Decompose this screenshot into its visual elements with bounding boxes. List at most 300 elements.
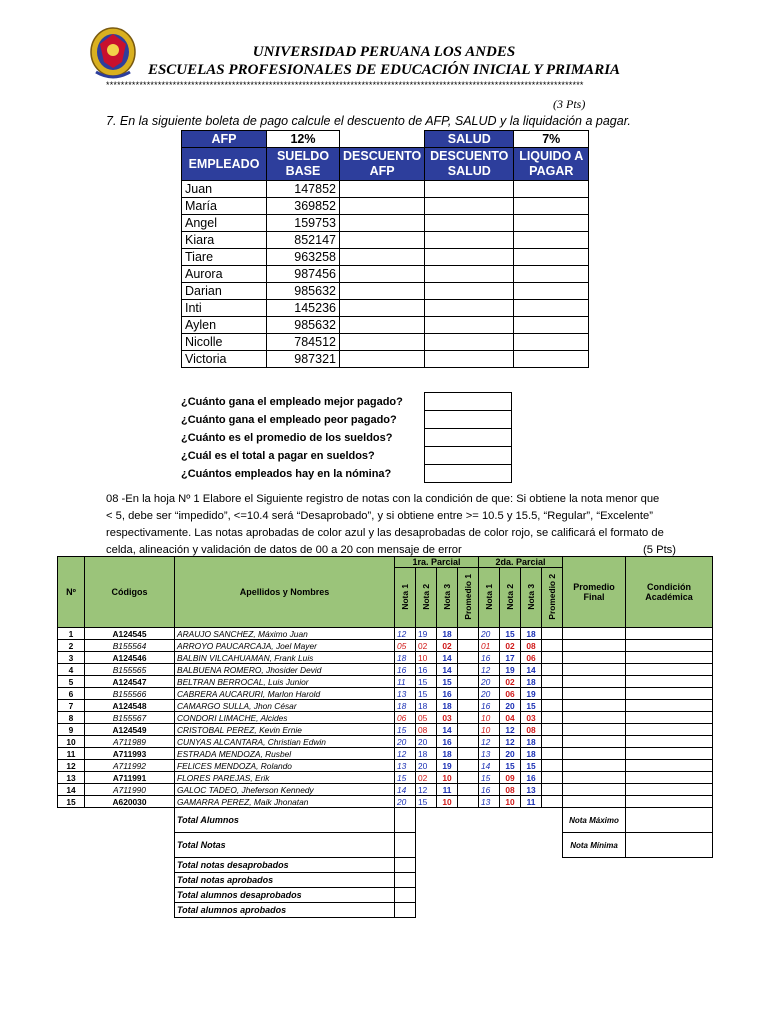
- student-code: A124548: [85, 700, 175, 712]
- grade-p2-nota2[interactable]: 19: [500, 664, 521, 676]
- promedio1-cell[interactable]: [458, 712, 479, 724]
- answer-cell[interactable]: [425, 429, 512, 447]
- grade-p1-nota1[interactable]: 12: [395, 628, 416, 640]
- total-label: Total Notas: [175, 833, 395, 858]
- grade-p2-nota2[interactable]: 12: [500, 736, 521, 748]
- desc-afp-cell[interactable]: [340, 300, 425, 317]
- grade-p2-nota3[interactable]: 08: [521, 724, 542, 736]
- grade-p2-nota1[interactable]: 13: [479, 796, 500, 808]
- grade-p2-nota3[interactable]: 06: [521, 652, 542, 664]
- grade-p1-nota1[interactable]: 12: [395, 748, 416, 760]
- promedio2-cell[interactable]: [542, 676, 563, 688]
- grades-table: [57, 556, 713, 918]
- question-row: [181, 411, 512, 429]
- grade-p1-nota2[interactable]: 05: [416, 712, 437, 724]
- condition-cell[interactable]: [626, 664, 713, 676]
- desc-salud-cell[interactable]: [425, 249, 514, 266]
- grade-p1-nota1[interactable]: 14: [395, 784, 416, 796]
- promedio1-cell[interactable]: [458, 796, 479, 808]
- total-cell[interactable]: [395, 903, 416, 918]
- student-number: 11: [58, 748, 85, 760]
- payroll-row: [182, 283, 589, 300]
- total-row: [58, 808, 713, 833]
- grade-p1-nota3[interactable]: 02: [437, 640, 458, 652]
- student-number: 3: [58, 652, 85, 664]
- promedio2-cell[interactable]: [542, 796, 563, 808]
- promedio1-cell[interactable]: [458, 760, 479, 772]
- question-text: ¿Cuánto gana el empleado mejor pagado?: [181, 395, 403, 408]
- question-row: [181, 393, 512, 411]
- student-code: A620030: [85, 796, 175, 808]
- nota-minima-cell[interactable]: [626, 833, 713, 858]
- desc-afp-cell[interactable]: [340, 334, 425, 351]
- student-name: CABRERA AUCARURI, Marlon Harold: [175, 688, 395, 700]
- grade-p1-nota3[interactable]: 03: [437, 712, 458, 724]
- grade-p1-nota2[interactable]: 15: [416, 796, 437, 808]
- grade-p1-nota1[interactable]: 15: [395, 772, 416, 784]
- promedio2-cell[interactable]: [542, 760, 563, 772]
- final-cell[interactable]: [563, 676, 626, 688]
- condition-cell[interactable]: [626, 772, 713, 784]
- grade-p1-nota2[interactable]: 20: [416, 736, 437, 748]
- student-number: 7: [58, 700, 85, 712]
- condition-cell[interactable]: [626, 760, 713, 772]
- col-nota3-p1: Nota 3: [442, 583, 452, 610]
- liquido-cell[interactable]: [514, 249, 589, 266]
- condition-cell[interactable]: [626, 796, 713, 808]
- grade-p1-nota3[interactable]: 15: [437, 676, 458, 688]
- payroll-row: [182, 351, 589, 368]
- student-number: 6: [58, 688, 85, 700]
- final-cell[interactable]: [563, 748, 626, 760]
- promedio1-cell[interactable]: [458, 784, 479, 796]
- grade-p2-nota1[interactable]: 12: [479, 664, 500, 676]
- grade-p2-nota1[interactable]: 16: [479, 652, 500, 664]
- grade-p1-nota2[interactable]: 15: [416, 688, 437, 700]
- student-number: 14: [58, 784, 85, 796]
- liquido-cell[interactable]: [514, 232, 589, 249]
- afp-rate: 12%: [267, 131, 340, 148]
- condition-cell[interactable]: [626, 736, 713, 748]
- grade-p2-nota1[interactable]: 20: [479, 628, 500, 640]
- question-8-body: 08 -En la hoja Nº 1 Elabore el Siguiente registro de notas con la condición de que: Si obtiene la nota menor que < 5, debe ser “impedido”, <=10.4 será “Desaprobado”, y si obtiene entre >= 10.5 y 15.5, “Regular”, “Excelente” respectivamente. Las notas aprobadas de color azul y las desaprobadas de color rojo, se calificará el formato de celda, alineación y validación de datos de 00 a 20 con mensaje de error: [106, 493, 664, 556]
- payroll-row: [182, 232, 589, 249]
- condition-cell[interactable]: [626, 652, 713, 664]
- grade-p1-nota3[interactable]: 10: [437, 772, 458, 784]
- student-code: B155566: [85, 688, 175, 700]
- grade-p2-nota1[interactable]: 20: [479, 676, 500, 688]
- desc-afp-cell[interactable]: [340, 181, 425, 198]
- student-number: 1: [58, 628, 85, 640]
- desc-afp-cell[interactable]: [340, 215, 425, 232]
- nota-maximo-cell[interactable]: [626, 808, 713, 833]
- grade-p1-nota1[interactable]: 18: [395, 700, 416, 712]
- grade-p1-nota2[interactable]: 19: [416, 628, 437, 640]
- total-row: [58, 873, 713, 888]
- question-8-text: [106, 491, 676, 559]
- question-row: [181, 465, 512, 483]
- student-name: BALBUENA ROMERO, Jhosider Devid: [175, 664, 395, 676]
- promedio2-cell[interactable]: [542, 724, 563, 736]
- liquido-cell[interactable]: [514, 317, 589, 334]
- final-cell[interactable]: [563, 724, 626, 736]
- student-code: A711990: [85, 784, 175, 796]
- final-cell[interactable]: [563, 784, 626, 796]
- condition-cell[interactable]: [626, 712, 713, 724]
- student-code: A711989: [85, 736, 175, 748]
- student-row: [58, 688, 713, 700]
- payroll-row: [182, 198, 589, 215]
- desc-salud-cell[interactable]: [425, 283, 514, 300]
- student-number: 15: [58, 796, 85, 808]
- student-name: FLORES PAREJAS, Erik: [175, 772, 395, 784]
- grade-p1-nota2[interactable]: 18: [416, 748, 437, 760]
- student-row: [58, 712, 713, 724]
- liquido-cell[interactable]: [514, 198, 589, 215]
- student-number: 5: [58, 676, 85, 688]
- grade-p1-nota3[interactable]: 18: [437, 748, 458, 760]
- grade-p1-nota3[interactable]: 18: [437, 700, 458, 712]
- desc-salud-cell[interactable]: [425, 198, 514, 215]
- condition-cell[interactable]: [626, 676, 713, 688]
- employee-salary: 159753: [267, 215, 340, 232]
- university-title: UNIVERSIDAD PERUANA LOS ANDES: [252, 44, 516, 60]
- condition-cell[interactable]: [626, 784, 713, 796]
- nota-maximo-label: Nota Máximo: [563, 808, 626, 833]
- desc-afp-cell[interactable]: [340, 266, 425, 283]
- final-cell[interactable]: [563, 640, 626, 652]
- promedio1-cell[interactable]: [458, 700, 479, 712]
- liquido-cell[interactable]: [514, 283, 589, 300]
- grade-p2-nota2[interactable]: 15: [500, 760, 521, 772]
- promedio1-cell[interactable]: [458, 664, 479, 676]
- student-name: ESTRADA MENDOZA, Rusbel: [175, 748, 395, 760]
- grade-p2-nota3[interactable]: 18: [521, 748, 542, 760]
- promedio1-cell[interactable]: [458, 676, 479, 688]
- col-empleado: EMPLEADO: [182, 148, 267, 181]
- grade-p1-nota3[interactable]: 14: [437, 652, 458, 664]
- grade-p2-nota1[interactable]: 14: [479, 760, 500, 772]
- grade-p2-nota3[interactable]: 19: [521, 688, 542, 700]
- question-text: ¿Cuánto gana el empleado peor pagado?: [181, 413, 397, 426]
- grade-p1-nota1[interactable]: 11: [395, 676, 416, 688]
- grade-p1-nota1[interactable]: 20: [395, 736, 416, 748]
- grade-p2-nota3[interactable]: 13: [521, 784, 542, 796]
- grade-p1-nota2[interactable]: 20: [416, 760, 437, 772]
- employee-salary: 852147: [267, 232, 340, 249]
- payroll-row: [182, 215, 589, 232]
- desc-salud-cell[interactable]: [425, 317, 514, 334]
- liquido-cell[interactable]: [514, 351, 589, 368]
- grade-p1-nota3[interactable]: 16: [437, 688, 458, 700]
- col-final: Promedio Final: [563, 557, 626, 628]
- final-cell[interactable]: [563, 664, 626, 676]
- grade-p2-nota1[interactable]: 12: [479, 736, 500, 748]
- nota-minima-label: Nota Mínima: [563, 833, 626, 858]
- col-nota2-p2: Nota 2: [505, 583, 515, 610]
- student-code: A711992: [85, 760, 175, 772]
- employee-name: Victoria: [182, 351, 267, 368]
- promedio2-cell[interactable]: [542, 748, 563, 760]
- col-parcial1: [395, 557, 479, 568]
- promedio2-cell[interactable]: [542, 628, 563, 640]
- student-name: ARROYO PAUCARCAJA, Joel Mayer: [175, 640, 395, 652]
- col-nota3-p2: Nota 3: [526, 583, 536, 610]
- grade-p2-nota2[interactable]: 02: [500, 640, 521, 652]
- grade-p2-nota1[interactable]: 01: [479, 640, 500, 652]
- grade-p2-nota1[interactable]: 10: [479, 724, 500, 736]
- col-desc-salud: DESCUENTO SALUD: [425, 148, 514, 181]
- total-row: [58, 903, 713, 918]
- grade-p1-nota2[interactable]: 18: [416, 700, 437, 712]
- grade-p1-nota1[interactable]: 06: [395, 712, 416, 724]
- desc-salud-cell[interactable]: [425, 351, 514, 368]
- grade-p1-nota2[interactable]: 08: [416, 724, 437, 736]
- desc-salud-cell[interactable]: [425, 334, 514, 351]
- col-condition: Condición Académica: [626, 557, 713, 628]
- desc-salud-cell[interactable]: [425, 300, 514, 317]
- student-name: ARAUJO SANCHEZ, Máximo Juan: [175, 628, 395, 640]
- desc-salud-cell[interactable]: [425, 232, 514, 249]
- question-7-text: 7. En la siguiente boleta de pago calcule el descuento de AFP, SALUD y la liquidación a pagar.: [106, 114, 631, 128]
- grade-p1-nota2[interactable]: 12: [416, 784, 437, 796]
- grade-p2-nota2[interactable]: 15: [500, 628, 521, 640]
- grade-p2-nota2[interactable]: 09: [500, 772, 521, 784]
- grade-p2-nota2[interactable]: 20: [500, 700, 521, 712]
- promedio2-cell[interactable]: [542, 736, 563, 748]
- student-name: BELTRAN BERROCAL, Luis Junior: [175, 676, 395, 688]
- grade-p1-nota1[interactable]: 13: [395, 688, 416, 700]
- final-cell[interactable]: [563, 736, 626, 748]
- answer-cell[interactable]: [425, 411, 512, 429]
- payroll-table: [181, 130, 589, 368]
- grade-p1-nota1[interactable]: 18: [395, 652, 416, 664]
- grade-p2-nota2[interactable]: 12: [500, 724, 521, 736]
- payroll-row: [182, 249, 589, 266]
- grade-p1-nota3[interactable]: 10: [437, 796, 458, 808]
- grade-p1-nota1[interactable]: 15: [395, 724, 416, 736]
- grade-p2-nota3[interactable]: 16: [521, 772, 542, 784]
- grade-p1-nota2[interactable]: 02: [416, 772, 437, 784]
- student-code: B155565: [85, 664, 175, 676]
- grade-p2-nota3[interactable]: 15: [521, 700, 542, 712]
- total-label: Total alumnos aprobados: [175, 903, 395, 918]
- grade-p1-nota3[interactable]: 19: [437, 760, 458, 772]
- grade-p2-nota2[interactable]: 04: [500, 712, 521, 724]
- grade-p1-nota1[interactable]: 20: [395, 796, 416, 808]
- question-text: ¿Cuántos empleados hay en la nómina?: [181, 467, 392, 480]
- desc-afp-cell[interactable]: [340, 249, 425, 266]
- employee-salary: 145236: [267, 300, 340, 317]
- final-cell[interactable]: [563, 760, 626, 772]
- payroll-row: [182, 317, 589, 334]
- student-row: [58, 640, 713, 652]
- payroll-row: [182, 300, 589, 317]
- total-row: [58, 833, 713, 858]
- student-name: CONDORI LIMACHE, Alcides: [175, 712, 395, 724]
- question-text: ¿Cuánto es el promedio de los sueldos?: [181, 431, 393, 444]
- student-row: [58, 796, 713, 808]
- grade-p1-nota3[interactable]: 16: [437, 736, 458, 748]
- promedio1-cell[interactable]: [458, 736, 479, 748]
- desc-afp-cell[interactable]: [340, 283, 425, 300]
- answer-cell[interactable]: [425, 447, 512, 465]
- liquido-cell[interactable]: [514, 215, 589, 232]
- promedio2-cell[interactable]: [542, 784, 563, 796]
- student-number: 12: [58, 760, 85, 772]
- col-parcial2: [479, 557, 563, 568]
- desc-afp-cell[interactable]: [340, 317, 425, 334]
- total-row: [58, 858, 713, 873]
- grade-p1-nota2[interactable]: 02: [416, 640, 437, 652]
- employee-name: Aurora: [182, 266, 267, 283]
- grade-p2-nota3[interactable]: 11: [521, 796, 542, 808]
- student-row: [58, 700, 713, 712]
- grade-p1-nota2[interactable]: 16: [416, 664, 437, 676]
- student-name: BALBIN VILCAHUAMAN, Frank Luis: [175, 652, 395, 664]
- promedio2-cell[interactable]: [542, 640, 563, 652]
- grade-p2-nota2[interactable]: 10: [500, 796, 521, 808]
- student-row: [58, 724, 713, 736]
- payroll-questions: [181, 392, 512, 483]
- student-row: [58, 784, 713, 796]
- total-cell[interactable]: [395, 833, 416, 858]
- final-cell[interactable]: [563, 796, 626, 808]
- grade-p2-nota3[interactable]: 18: [521, 676, 542, 688]
- liquido-cell[interactable]: [514, 334, 589, 351]
- liquido-cell[interactable]: [514, 300, 589, 317]
- grade-p2-nota3[interactable]: 08: [521, 640, 542, 652]
- desc-salud-cell[interactable]: [425, 215, 514, 232]
- grade-p2-nota3[interactable]: 14: [521, 664, 542, 676]
- condition-cell[interactable]: [626, 688, 713, 700]
- grade-p2-nota3[interactable]: 18: [521, 736, 542, 748]
- student-row: [58, 652, 713, 664]
- condition-cell[interactable]: [626, 628, 713, 640]
- promedio1-cell[interactable]: [458, 688, 479, 700]
- student-number: 9: [58, 724, 85, 736]
- grade-p2-nota1[interactable]: 10: [479, 712, 500, 724]
- col-liquido: LIQUIDO A PAGAR: [514, 148, 589, 181]
- answer-cell[interactable]: [425, 465, 512, 483]
- grade-p2-nota2[interactable]: 02: [500, 676, 521, 688]
- total-cell[interactable]: [395, 858, 416, 873]
- grade-p1-nota3[interactable]: 11: [437, 784, 458, 796]
- student-number: 4: [58, 664, 85, 676]
- student-name: CAMARGO SULLA, Jhon César: [175, 700, 395, 712]
- promedio1-cell[interactable]: [458, 640, 479, 652]
- promedio2-cell[interactable]: [542, 664, 563, 676]
- employee-name: Nicolle: [182, 334, 267, 351]
- final-cell[interactable]: [563, 628, 626, 640]
- col-nota1-p2: Nota 1: [484, 583, 494, 610]
- desc-afp-cell[interactable]: [340, 198, 425, 215]
- final-cell[interactable]: [563, 688, 626, 700]
- grade-p2-nota1[interactable]: 15: [479, 772, 500, 784]
- promedio1-cell[interactable]: [458, 772, 479, 784]
- student-name: GAMARRA PEREZ, Maik Jhonatan: [175, 796, 395, 808]
- grade-p1-nota1[interactable]: 16: [395, 664, 416, 676]
- condition-cell[interactable]: [626, 724, 713, 736]
- col-names: Apellidos y Nombres: [175, 557, 395, 628]
- student-name: CRISTOBAL PEREZ, Kevin Ernie: [175, 724, 395, 736]
- final-cell[interactable]: [563, 772, 626, 784]
- grade-p2-nota1[interactable]: 16: [479, 700, 500, 712]
- grade-p2-nota3[interactable]: 15: [521, 760, 542, 772]
- employee-salary: 147852: [267, 181, 340, 198]
- grade-p2-nota2[interactable]: 06: [500, 688, 521, 700]
- liquido-cell[interactable]: [514, 181, 589, 198]
- final-cell[interactable]: [563, 700, 626, 712]
- desc-afp-cell[interactable]: [340, 351, 425, 368]
- total-cell[interactable]: [395, 873, 416, 888]
- grade-p2-nota3[interactable]: 03: [521, 712, 542, 724]
- desc-afp-cell[interactable]: [340, 232, 425, 249]
- grade-p1-nota1[interactable]: 13: [395, 760, 416, 772]
- condition-cell[interactable]: [626, 748, 713, 760]
- desc-salud-cell[interactable]: [425, 181, 514, 198]
- grade-p1-nota2[interactable]: 10: [416, 652, 437, 664]
- student-code: B155564: [85, 640, 175, 652]
- grade-p1-nota3[interactable]: 14: [437, 724, 458, 736]
- student-name: GALOC TADEO, Jheferson Kennedy: [175, 784, 395, 796]
- student-row: [58, 748, 713, 760]
- total-cell[interactable]: [395, 808, 416, 833]
- employee-name: Darian: [182, 283, 267, 300]
- question-row: [181, 447, 512, 465]
- promedio1-cell[interactable]: [458, 628, 479, 640]
- total-cell[interactable]: [395, 888, 416, 903]
- promedio2-cell[interactable]: [542, 652, 563, 664]
- grade-p1-nota3[interactable]: 18: [437, 628, 458, 640]
- grade-p2-nota1[interactable]: 13: [479, 748, 500, 760]
- student-row: [58, 664, 713, 676]
- grade-p2-nota2[interactable]: 08: [500, 784, 521, 796]
- final-cell[interactable]: [563, 652, 626, 664]
- student-code: A124545: [85, 628, 175, 640]
- student-row: [58, 736, 713, 748]
- condition-cell[interactable]: [626, 700, 713, 712]
- total-label: Total notas desaprobados: [175, 858, 395, 873]
- final-cell[interactable]: [563, 712, 626, 724]
- answer-cell[interactable]: [425, 393, 512, 411]
- promedio1-cell[interactable]: [458, 724, 479, 736]
- grade-p1-nota1[interactable]: 05: [395, 640, 416, 652]
- promedio1-cell[interactable]: [458, 748, 479, 760]
- student-row: [58, 676, 713, 688]
- grade-p2-nota2[interactable]: 20: [500, 748, 521, 760]
- question-text: ¿Cuál es el total a pagar en sueldos?: [181, 449, 375, 462]
- liquido-cell[interactable]: [514, 266, 589, 283]
- student-number: 10: [58, 736, 85, 748]
- promedio2-cell[interactable]: [542, 688, 563, 700]
- grade-p1-nota3[interactable]: 14: [437, 664, 458, 676]
- promedio2-cell[interactable]: [542, 772, 563, 784]
- student-code: A124549: [85, 724, 175, 736]
- promedio1-cell[interactable]: [458, 652, 479, 664]
- grade-p2-nota1[interactable]: 20: [479, 688, 500, 700]
- grade-p2-nota3[interactable]: 18: [521, 628, 542, 640]
- grade-p2-nota1[interactable]: 16: [479, 784, 500, 796]
- salud-label: SALUD: [425, 131, 514, 148]
- grade-p2-nota2[interactable]: 17: [500, 652, 521, 664]
- desc-salud-cell[interactable]: [425, 266, 514, 283]
- parcial1-label: 1ra. Parcial: [412, 557, 461, 567]
- promedio2-cell[interactable]: [542, 700, 563, 712]
- grade-p1-nota2[interactable]: 15: [416, 676, 437, 688]
- condition-cell[interactable]: [626, 640, 713, 652]
- promedio2-cell[interactable]: [542, 712, 563, 724]
